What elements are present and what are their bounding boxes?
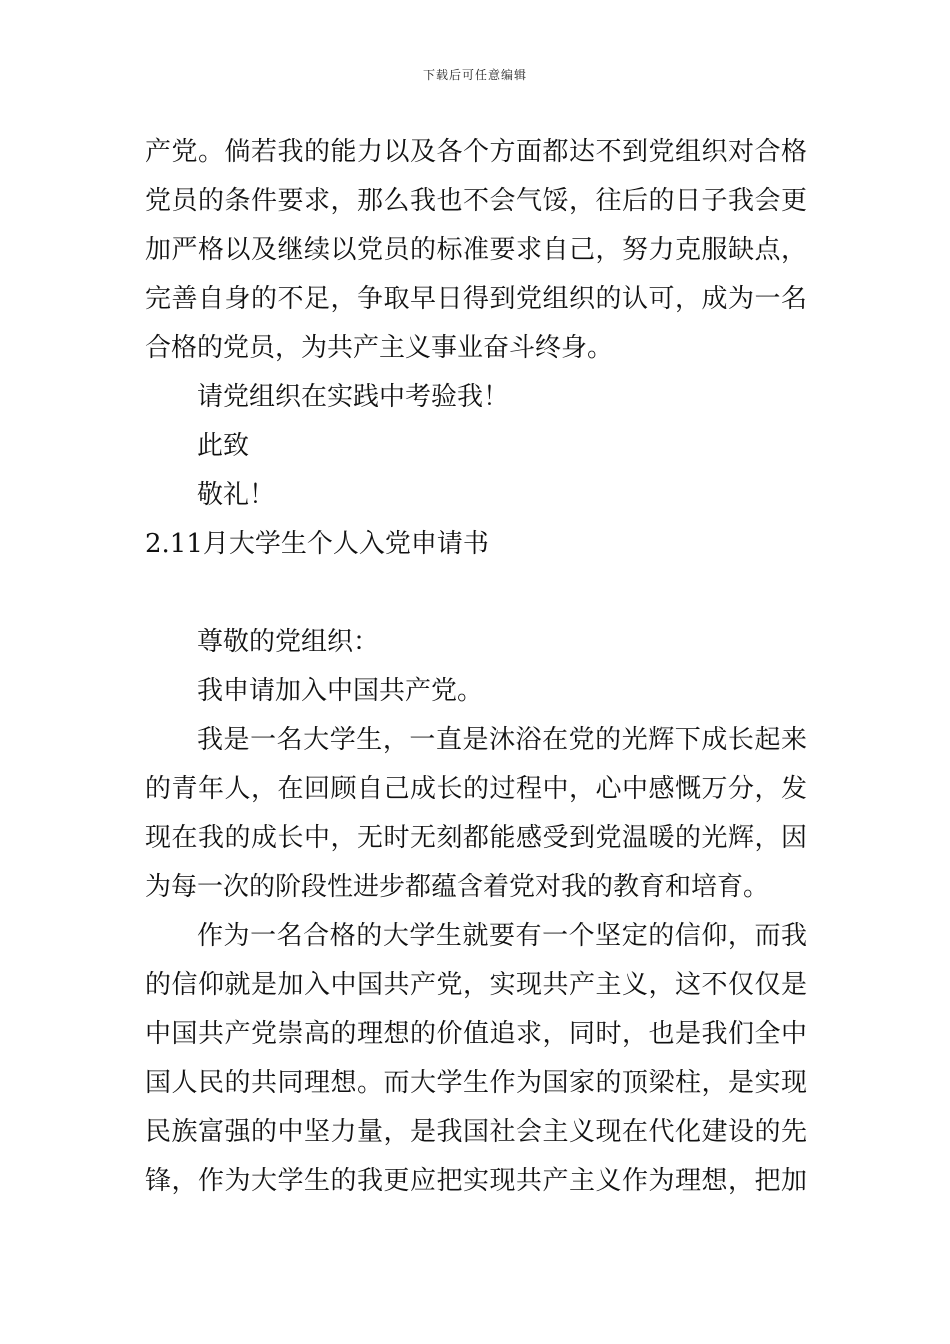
body-line: 中国共产党崇高的理想的价值追求，同时，也是我们全中: [145, 1019, 807, 1049]
salutation-jingli: 敬礼！: [197, 480, 276, 510]
body-line: 的信仰就是加入中国共产党，实现共产主义，这不仅仅是: [145, 970, 807, 1000]
body-line: 国人民的共同理想。而大学生作为国家的顶梁柱，是实现: [145, 1068, 807, 1098]
body-line: 加严格以及继续以党员的标准要求自己，努力克服缺点，: [145, 235, 807, 265]
page-header-note: 下载后可任意编辑: [422, 68, 527, 82]
letter-greeting: 尊敬的党组织：: [197, 627, 380, 657]
body-line: 合格的党员，为共产主义事业奋斗终身。: [145, 333, 614, 363]
body-line: 民族富强的中坚力量，是我国社会主义现在代化建设的先: [145, 1117, 807, 1147]
section-heading: 2.11月大学生个人入党申请书: [145, 529, 489, 559]
body-line: 产党。倘若我的能力以及各个方面都达不到党组织对合格: [145, 137, 807, 167]
body-line: 为每一次的阶段性进步都蕴含着党对我的教育和培育。: [145, 872, 770, 902]
closing-request: 请党组织在实践中考验我！: [197, 382, 510, 412]
blank-line: [145, 569, 807, 618]
document-body: [145, 128, 807, 1206]
body-line: 现在我的成长中，无时无刻都能感受到党温暖的光辉，因: [145, 823, 807, 853]
body-line: 锋，作为大学生的我更应把实现共产主义作为理想，把加: [145, 1166, 807, 1196]
body-line: 作为一名合格的大学生就要有一个坚定的信仰，而我: [197, 921, 807, 951]
body-line: 我是一名大学生，一直是沐浴在党的光辉下成长起来: [197, 725, 807, 755]
body-line: 完善自身的不足，争取早日得到党组织的认可，成为一名: [145, 284, 807, 314]
body-line: 我申请加入中国共产党。: [197, 676, 484, 706]
body-line: 的青年人，在回顾自己成长的过程中，心中感慨万分，发: [145, 774, 807, 804]
body-line: 党员的条件要求，那么我也不会气馁，往后的日子我会更: [145, 186, 807, 216]
salutation-cizhi: 此致: [197, 431, 250, 461]
